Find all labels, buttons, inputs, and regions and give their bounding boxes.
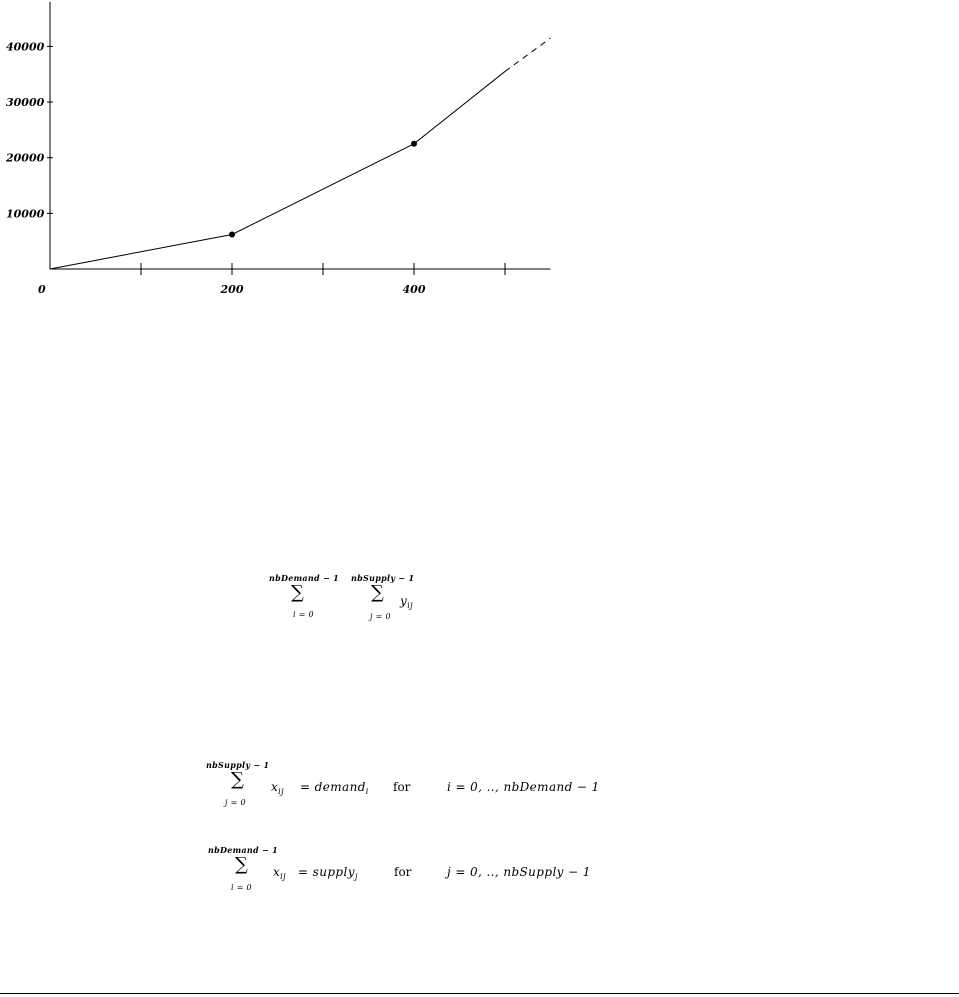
footer-rule xyxy=(0,993,959,994)
chart-axes xyxy=(47,2,551,275)
data-point xyxy=(411,141,417,147)
series-line xyxy=(50,71,505,269)
objective-formula xyxy=(260,570,480,630)
sum-symbol-j: ∑ xyxy=(371,582,384,603)
constraint1-rhs: = demand$_i$ xyxy=(300,780,369,796)
objective-upper-limit-j: nbSupply − 1 xyxy=(351,573,415,583)
chart-series xyxy=(50,38,551,269)
x-tick-label: 400 xyxy=(402,283,426,296)
constraint1-range: i = 0, .., nbDemand − 1 xyxy=(447,780,600,794)
objective-upper-limit-i: nbDemand − 1 xyxy=(269,573,339,583)
x-tick-label: 0 xyxy=(38,283,46,296)
y-tick-label: 40000 xyxy=(6,40,45,54)
y-tick-label: 30000 xyxy=(6,96,45,110)
constraint1-upper-limit: nbSupply − 1 xyxy=(206,760,270,770)
y-tick-label: 20000 xyxy=(6,151,45,165)
constraint2-lhs: $x_{ij}$ xyxy=(273,865,287,881)
data-point xyxy=(229,231,235,237)
constraint2-lower-limit: i = 0 xyxy=(231,883,252,892)
objective-lower-limit-j: j = 0 xyxy=(370,612,391,621)
constraint2-rhs: = supply$_j$ xyxy=(298,865,358,881)
sum-symbol: ∑ xyxy=(235,854,248,875)
objective-term: $y_{ij}$ xyxy=(400,594,414,610)
constraint2-for: for xyxy=(394,865,412,879)
objective-lower-limit-i: i = 0 xyxy=(293,610,314,619)
constraint1-lhs: $x_{ij}$ xyxy=(271,780,285,796)
constraint2-upper-limit: nbDemand − 1 xyxy=(208,845,278,855)
y-tick-label: 10000 xyxy=(6,207,45,221)
cost-chart xyxy=(0,0,600,320)
demand-constraint xyxy=(200,758,630,813)
sum-symbol: ∑ xyxy=(231,769,244,790)
chart-labels xyxy=(5,40,426,296)
x-tick-label: 200 xyxy=(220,283,244,296)
sum-symbol-i: ∑ xyxy=(291,582,304,603)
supply-constraint xyxy=(200,843,630,898)
constraint1-lower-limit: j = 0 xyxy=(225,798,246,807)
series-line-extension xyxy=(505,38,551,71)
constraint1-for: for xyxy=(393,780,411,794)
constraint2-range: j = 0, .., nbSupply − 1 xyxy=(447,865,591,879)
